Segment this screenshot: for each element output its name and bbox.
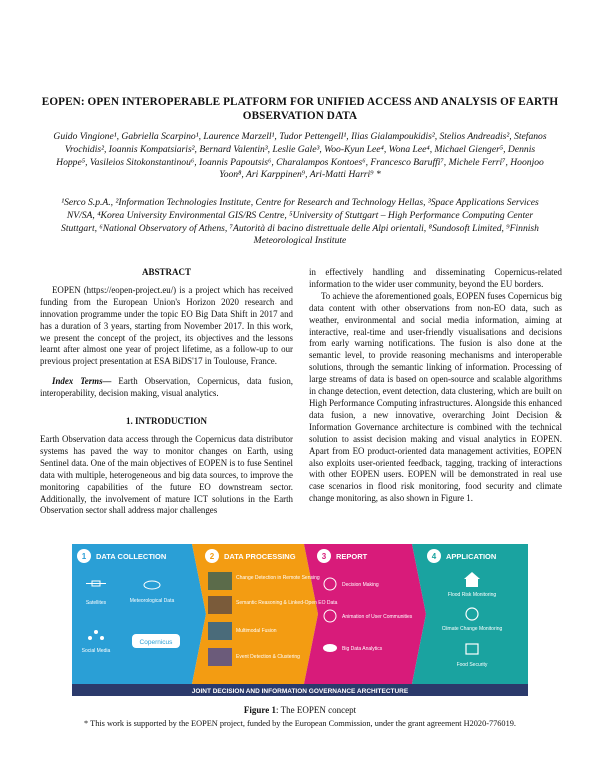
processing-thumbnail [208,596,232,614]
processing-label: Multimodal Fusion [236,628,277,634]
copernicus-logo [132,634,180,648]
stage-label: DATA COLLECTION [96,552,167,561]
intro-paragraph: Earth Observation data access through the Copernicus data distributor systems has paved the way to monitor changes on Earth, using Sentinel data. One of the main objectives of EOPEN is to fuse Sentinel data with multiple, heterogeneous and big data sources, to improve the monitoring capabilities of the future EO downstream sector. Additionally, the involvement of mature ICT solutions in the Earth Observation sector shall address major challenges [40,433,293,516]
report-item [323,644,383,652]
stage-number: 4 [431,552,437,561]
report-label: Animation of User Communities [342,614,413,620]
processing-thumbnail [208,572,232,590]
index-terms [40,376,293,400]
application-label: Climate Change Monitoring [441,626,503,632]
processing-label: Change Detection in Remote Sensing [236,575,320,581]
right-paragraph-2: To achieve the aforementioned goals, EOPEN fuses Copernicus big data content with other observations from non-EO data, such as weather, environmental and social media information, aiming at interactive, real-time and user-friendly visualisations and decisions from early warning notifications. The fusion is also done at the semantic level, to provide reasoning mechanisms and interoperable solutions, through the semantic linking of information. Processing of large streams of data is based on open-source and scalable algorithms in change detection, event detection, data clustering, which are built on High Performance Computing infrastructures. Alongside this enhanced data fusion, a new innovative, overarching Joint Decision & Information Governance architecture is combined with the technical solution to assist decision making and visual analytics in EOPEN. Apart from EO product-oriented data management activities, EOPEN also exploits user-oriented feedback, tagging, tracking of interactions with other EOPEN users. EOPEN will be demonstrated in real use case scenarios in flood risk monitoring, food security and climate change monitoring, as also shown in Figure 1. [309,290,562,504]
figure-caption [40,705,560,715]
stage-bg-collection [72,544,206,684]
governance-bar-label: JOINT DECISION AND INFORMATION GOVERNANCE ARCHITECTURE [191,688,409,695]
index-terms-text: Earth Observation, Copernicus, data fusion, interoperability, decision making, visual analytics. [40,376,293,399]
paper-title: EOPEN: OPEN INTEROPERABLE PLATFORM FOR UNIFIED ACCESS AND ANALYSIS OF EARTH OBSERVATION DATA [41,96,559,122]
footnote: * This work is supported by the EOPEN project, funded by the European Commission, under the grant agreement H2020-776019. [84,719,516,728]
eopen-concept-figure [72,544,528,696]
intro-heading: 1. INTRODUCTION [125,416,207,427]
stage-number: 2 [209,552,215,561]
abstract-text: EOPEN (https://eopen-project.eu/) is a project which has received funding from the European Union's Horizon 2020 research and innovation programme under the topic EO Big Data Shift in 2017 and has a duration of 3 years, starting from November 2017. In this work, we present the concept of the project, its objectives and the lessons learnt after almost one year of project lifetime, as a follow-up to our previous project presentation at ESA BiDS'17 in Toulouse, France. [40,284,293,367]
left-column [40,267,293,517]
processing-label: Event Detection & Clustering [236,654,300,660]
right-column [309,267,562,505]
affiliation-list: ¹Serco S.p.A., ²Information Technologies Institute, Centre for Research and Technology Hellas, ³Space Applications Services NV/SA, ⁴Korea University Environmental GIS/RS Centre, ⁵University of Stuttgart – High Performance Computing Center Stuttgart, ⁶National Observatory of Athens, ⁷Autorità di bacino distrettuale delle Alpi orientali, ⁸Sundosoft Limited, ⁹Finnish Meteorological Institute [61,197,539,247]
author-list: Guido Vingione¹, Gabriella Scarpino¹, Laurence Marzell¹, Tudor Pettengell¹, Ilias Gialampoukidis², Stelios Andreadis², Stefanos Vrochidis², Ioannis Kompatsiaris², Bernard Valentin³, Leslie Gale³, Woo-Kyun Lee⁴, Wona Lee⁴, Michael Gienger⁵, Dennis Hoppe⁵, Vasileios Sitokonstantinou⁶, Ioannis Papoutsis⁶, Charalampos Kontoes⁶, Francesco Baruffi⁷, Michele Ferri⁷, Hoonjoo Yoon⁸, Ari Karppinen⁹, Ari-Matti Harri⁹ * [53,131,547,181]
application-label: Flood Risk Monitoring [447,592,497,598]
house-icon-body [466,579,478,587]
stage-number: 3 [321,552,327,561]
processing-thumbnail [208,648,232,666]
figure-caption-text: : The EOPEN concept [276,705,357,715]
stage-header-application [427,549,496,563]
processing-label: Semantic Reasoning & Linked-Open EO Data [236,600,338,606]
report-label: Big Data Analytics [342,646,383,652]
stage-number: 1 [81,552,87,561]
copernicus-logo-text: Copernicus [139,639,173,646]
stage-label: REPORT [336,552,368,561]
concept-diagram [72,544,528,696]
right-paragraph-1: in effectively handling and disseminating Copernicus-related information to the wider user community, beyond the EU borders. [309,267,562,289]
collection-label: Satellites [85,600,107,606]
processing-thumbnail [208,622,232,640]
figure-caption-label: Figure 1 [243,705,276,715]
stage-label: DATA PROCESSING [224,552,296,561]
stage-header-report [317,549,368,563]
collection-label: Meteorological Data [129,598,175,604]
stage-label: APPLICATION [446,552,497,561]
collection-label: Social Media [81,648,111,654]
cloud-analytics-icon [323,644,337,652]
application-label: Food Security [456,662,488,668]
abstract-heading: ABSTRACT [141,267,191,277]
index-terms-label: Index Terms— [52,376,112,387]
report-label: Decision Making [342,582,379,588]
